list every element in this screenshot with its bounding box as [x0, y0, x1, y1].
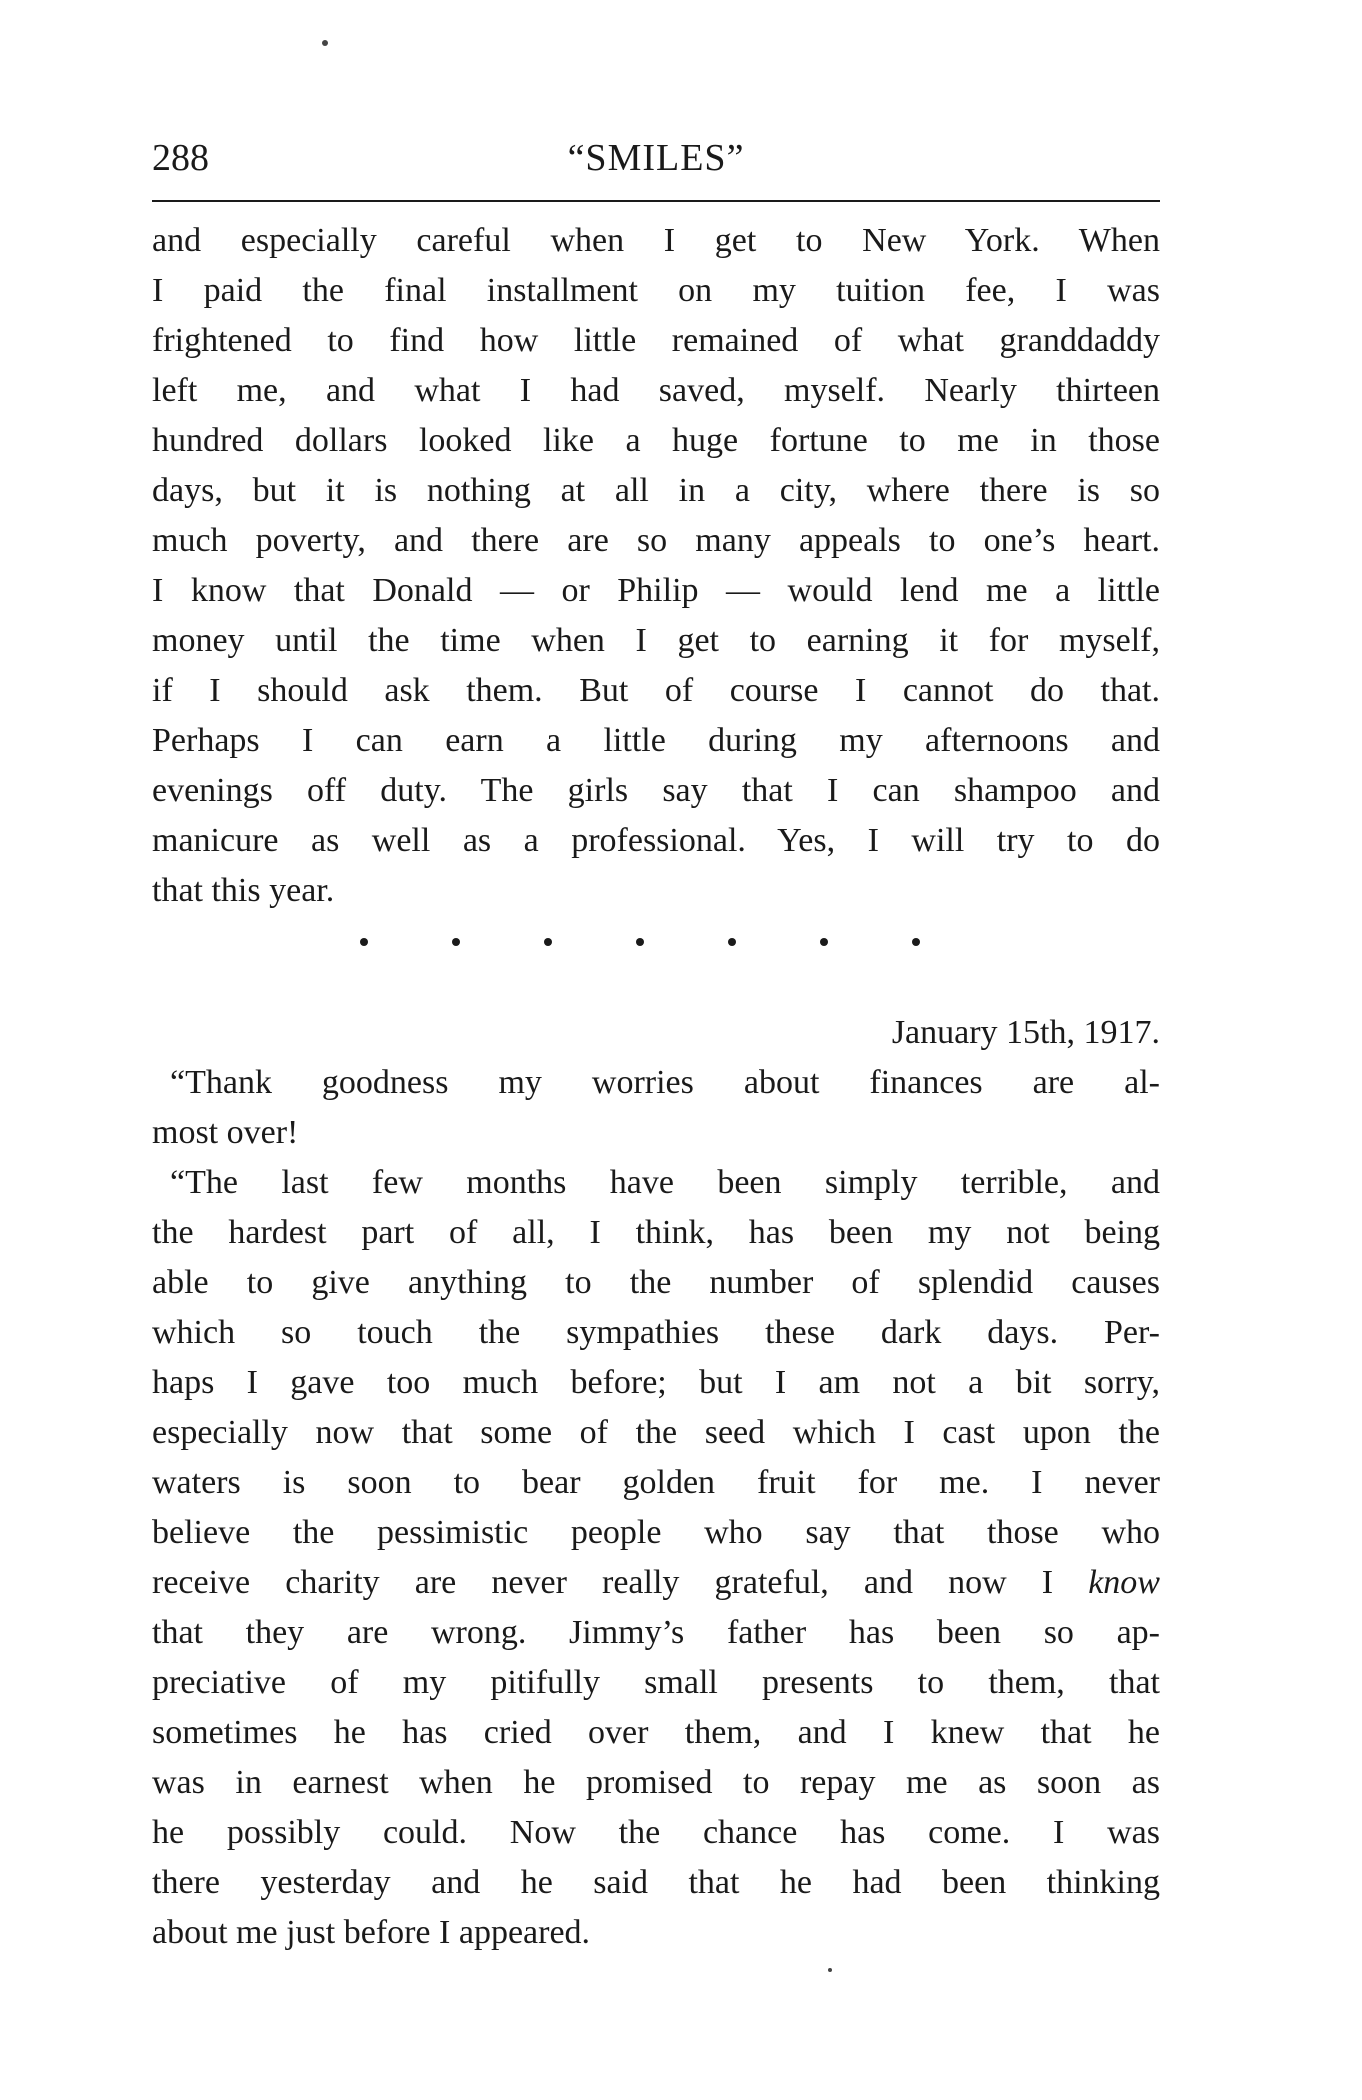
text-run: receive charity are never really grateful, and now I	[152, 1564, 1089, 1601]
text-line: “Thank goodness my worries about finances are al-	[170, 1064, 1160, 1101]
header-rule	[152, 200, 1160, 202]
running-head	[152, 128, 1160, 188]
text-line: Perhaps I can earn a little during my afternoons and	[152, 722, 1160, 759]
text-line: that they are wrong. Jimmy’s father has been so ap-	[152, 1614, 1160, 1651]
running-title: “SMILES”	[567, 137, 745, 179]
text-line: there yesterday and he said that he had been thinking	[152, 1864, 1160, 1901]
emphasized-word: know	[1088, 1564, 1160, 1601]
text-line: believe the pessimistic people who say that those who	[152, 1514, 1160, 1551]
section-break-dot	[360, 938, 368, 946]
section-break-dot	[820, 938, 828, 946]
paragraph-months	[152, 1158, 1160, 1958]
paragraph-continued	[152, 216, 1160, 916]
text-line: I know that Donald — or Philip — would lend me a little	[152, 572, 1160, 609]
stray-mark	[828, 1968, 832, 1972]
text-line: sometimes he has cried over them, and I knew that he	[152, 1714, 1160, 1751]
text-line: hundred dollars looked like a huge fortune to me in those	[152, 422, 1160, 459]
text-line-with-emphasis	[152, 1558, 1160, 1608]
stray-mark	[322, 40, 328, 46]
text-line: was in earnest when he promised to repay me as soon as	[152, 1764, 1160, 1801]
text-line: that this year.	[152, 872, 335, 909]
text-line: frightened to find how little remained of what granddaddy	[152, 322, 1160, 359]
section-break-dot	[912, 938, 920, 946]
entry-dateline: January 15th, 1917.	[891, 1014, 1160, 1051]
text-line: if I should ask them. But of course I cannot do that.	[152, 672, 1160, 709]
text-line: most over!	[152, 1114, 299, 1151]
text-line: much poverty, and there are so many appeals to one’s heart.	[152, 522, 1160, 559]
text-line: left me, and what I had saved, myself. Nearly thirteen	[152, 372, 1160, 409]
section-break	[360, 938, 920, 946]
text-line: I paid the final installment on my tuition fee, I was	[152, 272, 1160, 309]
text-line: evenings off duty. The girls say that I can shampoo and	[152, 772, 1160, 809]
text-line: which so touch the sympathies these dark days. Per-	[152, 1314, 1160, 1351]
text-line: haps I gave too much before; but I am not a bit sorry,	[152, 1364, 1160, 1401]
text-line: waters is soon to bear golden fruit for me. I never	[152, 1464, 1160, 1501]
text-line: days, but it is nothing at all in a city, where there is so	[152, 472, 1160, 509]
text-line: able to give anything to the number of splendid causes	[152, 1264, 1160, 1301]
text-line: preciative of my pitifully small presents to them, that	[152, 1664, 1160, 1701]
section-break-dot	[452, 938, 460, 946]
text-line: the hardest part of all, I think, has been my not being	[152, 1214, 1160, 1251]
section-break-dot	[544, 938, 552, 946]
section-break-dot	[728, 938, 736, 946]
text-line: about me just before I appeared.	[152, 1914, 591, 1951]
section-break-dot	[636, 938, 644, 946]
page-number: 288	[152, 137, 209, 179]
text-line: especially now that some of the seed which I cast upon the	[152, 1414, 1160, 1451]
paragraph-finances	[152, 1058, 1160, 1158]
text-line: “The last few months have been simply terrible, and	[170, 1164, 1160, 1201]
text-line: money until the time when I get to earning it for myself,	[152, 622, 1160, 659]
text-line: he possibly could. Now the chance has come. I was	[152, 1814, 1160, 1851]
text-line: manicure as well as a professional. Yes, I will try to do	[152, 822, 1160, 859]
text-line: and especially careful when I get to New York. When	[152, 222, 1160, 259]
